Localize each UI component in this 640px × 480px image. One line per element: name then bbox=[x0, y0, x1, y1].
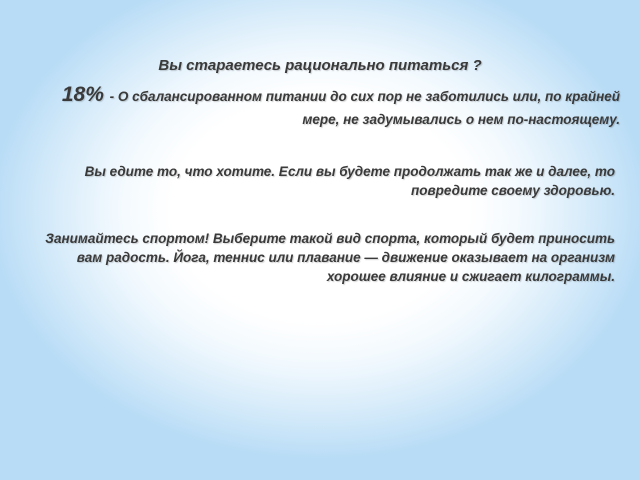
result-text: - О сбалансированном питании до сих пор не заботились или, по крайней мере, не задумывались о нем по-настоящему. bbox=[105, 89, 620, 127]
percentage-value: 18% bbox=[61, 83, 104, 106]
result-statement bbox=[30, 83, 620, 131]
advice-paragraph-2: Занимайтесь спортом! Выберите такой вид спорта, который будет приносить вам радость. Йога, теннис или плавание — движение оказывает на организм хорошее влияние и сжигает килограммы. bbox=[45, 231, 615, 284]
advice-paragraph-1: Вы едите то, что хотите. Если вы будете продолжать так же и далее, то повредите своему здоровью. bbox=[84, 164, 615, 198]
slide-title: Вы стараетесь рационально питаться ? bbox=[158, 57, 482, 74]
